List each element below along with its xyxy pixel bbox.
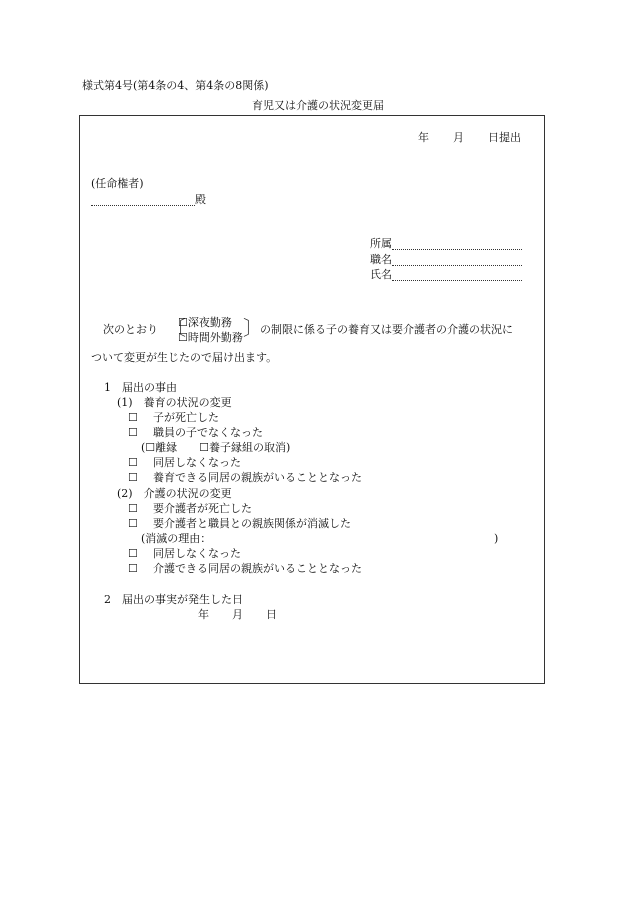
item-care-recipient-died[interactable] — [128, 502, 252, 515]
checkbox-icon: ☐ — [128, 517, 138, 530]
checkbox-icon: ☐ — [128, 562, 138, 575]
reason-label: (消滅の理由： — [141, 532, 212, 545]
event-year: 年 — [198, 608, 209, 621]
section1-heading: 1 届出の事由 — [104, 381, 177, 394]
option-overtime-work[interactable]: ☐時間外勤務 — [178, 331, 243, 344]
item-not-child[interactable] — [128, 426, 263, 439]
checkbox-icon: ☐ — [128, 426, 138, 439]
left-bracket: 〔 — [166, 316, 186, 340]
reason-input[interactable] — [236, 532, 486, 545]
checkbox-icon: ☐ — [128, 411, 138, 424]
section1-sub2-heading: (2) 介護の状況の変更 — [117, 487, 232, 500]
right-bracket: 〕 — [243, 316, 263, 340]
item-label: 養育できる同居の親族がいることとなった — [153, 471, 362, 484]
item-relation-ended[interactable] — [128, 517, 351, 530]
name-field[interactable] — [370, 268, 522, 281]
form-title: 育児又は介護の状況変更届 — [252, 99, 384, 112]
position-field[interactable] — [370, 253, 522, 266]
checkbox-icon: ☐ — [128, 547, 138, 560]
item-label: 職員の子でなくなった — [153, 426, 263, 439]
honorific: 殿 — [195, 193, 206, 206]
affiliation-label: 所属 — [370, 237, 392, 250]
item-no-longer-living-care[interactable] — [128, 547, 241, 560]
item-child-died[interactable] — [128, 411, 219, 424]
checkbox-icon: ☐ — [128, 502, 138, 515]
section1-sub1-heading: (1) 養育の状況の変更 — [117, 396, 232, 409]
item-label: 同居しなくなった — [153, 456, 241, 469]
reason-close: ) — [494, 532, 499, 545]
submission-year: 年 — [418, 131, 429, 144]
checkbox-icon: ☐ — [128, 456, 138, 469]
submission-month: 月 — [453, 131, 464, 144]
item-no-longer-living-child[interactable] — [128, 456, 241, 469]
submission-day: 日提出 — [488, 131, 521, 144]
item-label: 子が死亡した — [153, 411, 219, 424]
statement-prefix: 次のとおり — [103, 323, 158, 336]
item-label: 介護できる同居の親族がいることとなった — [153, 562, 362, 575]
section2-heading: 2 届出の事実が発生した日 — [104, 593, 243, 606]
appointer-label: (任命権者) — [91, 177, 144, 190]
item-relative-can-care[interactable] — [128, 562, 362, 575]
event-day: 日 — [266, 608, 277, 621]
item-not-child-detail[interactable]: (☐離縁 ☐養子縁組の取消) — [141, 441, 291, 454]
item-label: 要介護者と職員との親族関係が消滅した — [153, 517, 351, 530]
affiliation-field[interactable] — [370, 237, 522, 250]
event-month: 月 — [232, 608, 243, 621]
option-night-work[interactable]: ☐深夜勤務 — [178, 316, 232, 329]
form-number: 様式第4号(第4条の4、第4条の8関係) — [82, 79, 269, 92]
statement-middle: の制限に係る子の養育又は要介護者の介護の状況に — [260, 323, 513, 336]
appointer-name-field[interactable] — [91, 193, 206, 206]
checkbox-icon: ☐ — [128, 471, 138, 484]
item-relative-can-raise[interactable] — [128, 471, 362, 484]
statement-line2: ついて変更が生じたので届け出ます。 — [91, 351, 278, 364]
name-label: 氏名 — [370, 268, 392, 281]
position-label: 職名 — [370, 253, 392, 266]
item-label: 同居しなくなった — [153, 547, 241, 560]
item-label: 要介護者が死亡した — [153, 502, 252, 515]
